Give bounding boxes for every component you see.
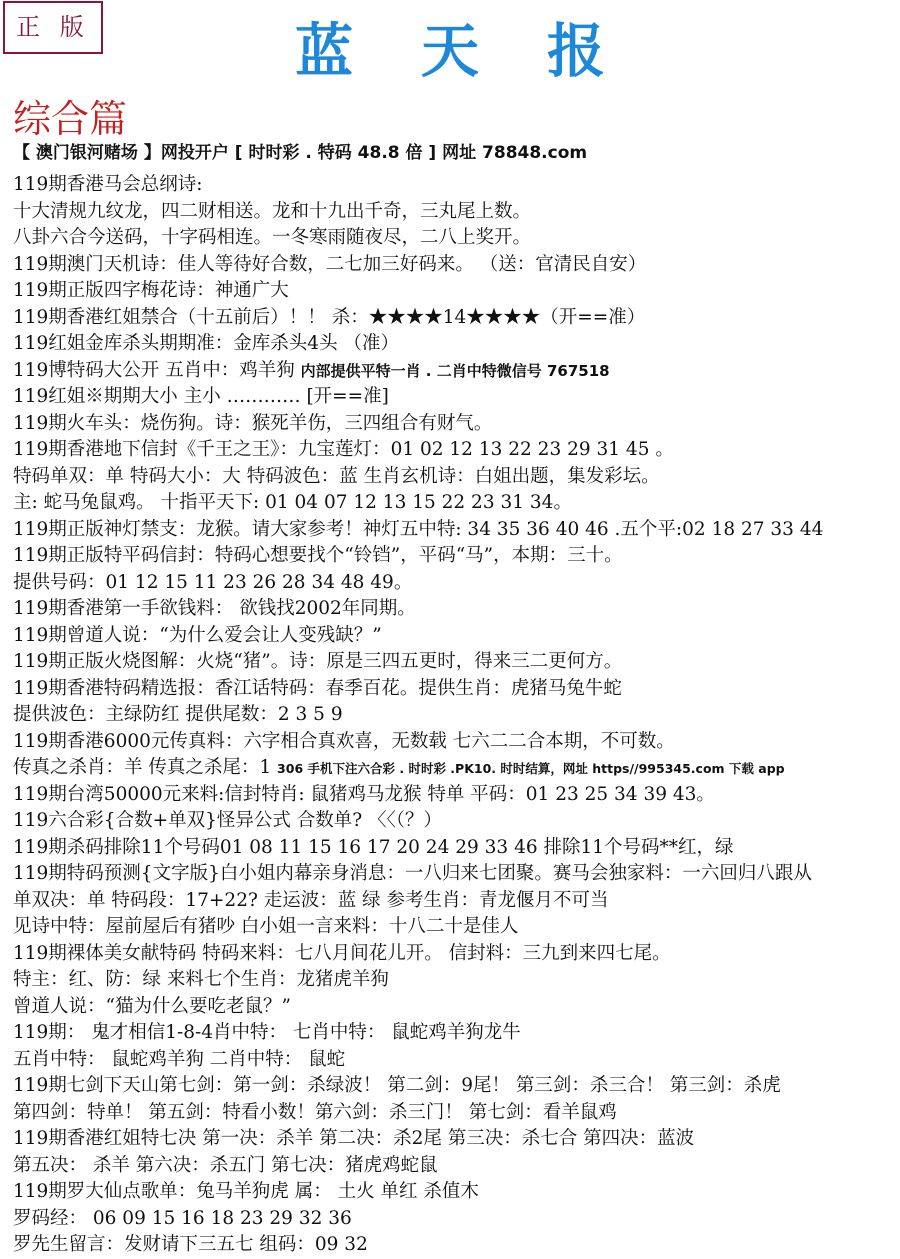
line-text: 119期： 鬼才相信1-8-4肖中特： 七肖中特： 鼠蛇鸡羊狗龙牛 xyxy=(13,1022,521,1043)
text-line xyxy=(13,1179,898,1206)
text-line xyxy=(13,411,898,438)
line-text: 传真之杀肖：羊 传真之杀尾：1 xyxy=(13,757,278,778)
text-line xyxy=(13,835,898,862)
line-text: 特主：红、防：绿 来料七个生肖：龙猪虎羊狗 xyxy=(13,969,389,990)
line-text: 119期香港6000元传真料：六字相合真欢喜，无数载 七六二二合本期，不可数。 xyxy=(13,730,675,752)
line-text: 第四剑：特单！ 第五剑：特看小数！第六剑：杀三门！ 第七剑：看羊鼠鸡 xyxy=(13,1101,617,1123)
line-text: 119期正版火烧图解：火烧“猪”。诗：原是三四五更时，得来三二更何方。 xyxy=(13,651,623,672)
text-line xyxy=(13,782,898,809)
line-text: 五肖中特： 鼠蛇鸡羊狗 二肖中特： 鼠蛇 xyxy=(13,1048,346,1070)
text-line xyxy=(13,967,898,994)
text-line xyxy=(13,1073,898,1100)
line-text: 单双决：单 特码段：17+22? 走运波：蓝 绿 参考生肖：青龙偃月不可当 xyxy=(13,889,609,911)
section-title: 综合篇 xyxy=(13,97,128,141)
ad-inline-note: 306 手机下注六合彩 . 时时彩 .PK10. 时时结算，网址 https//995345.com 下载 app xyxy=(277,761,785,776)
line-text: 提供号码：01 12 15 11 23 26 28 34 48 49。 xyxy=(13,571,413,593)
line-text: 八卦六合今送码，十字码相连。一冬寒雨随夜尽，二八上奖开。 xyxy=(13,227,532,248)
text-line xyxy=(13,702,898,729)
text-line xyxy=(13,994,898,1021)
text-line xyxy=(13,172,898,199)
text-line xyxy=(13,543,898,570)
text-line xyxy=(13,729,898,756)
line-text: 119期火车头：烧伤狗。诗：猴死羊伤，三四组合有财气。 xyxy=(13,412,493,434)
text-line xyxy=(13,225,898,252)
text-line xyxy=(13,1232,898,1259)
text-line xyxy=(13,305,898,332)
line-text: 罗先生留言：发财请下三五七 组码：09 32 xyxy=(13,1234,368,1255)
text-line xyxy=(13,199,898,226)
line-text: 119期杀码排除11个号码01 08 11 15 16 17 20 24 29 33 46 排除11个号码**红，绿 xyxy=(13,836,734,858)
line-text: 十大清规九纹龙，四二财相送。龙和十九出千奇，三丸尾上数。 xyxy=(13,200,532,222)
text-line xyxy=(13,358,898,385)
text-line xyxy=(13,1206,898,1233)
line-text: 119六合彩{合数+单双}怪异公式 合数单? 〈〈（？） xyxy=(13,810,443,831)
page-title: 蓝天报 xyxy=(294,17,673,85)
text-line xyxy=(13,570,898,597)
text-line xyxy=(13,914,898,941)
line-text: 119期香港地下信封《千王之王》：九宝莲灯：01 02 12 13 22 23 29 31 45 。 xyxy=(13,439,674,460)
line-text: 见诗中特：屋前屋后有猪吵 白小姐一言来料：十八二十是佳人 xyxy=(13,916,519,937)
text-line xyxy=(13,808,898,835)
text-line xyxy=(13,888,898,915)
line-text: 曾道人说：“猫为什么要吃老鼠？” xyxy=(13,995,291,1017)
text-line xyxy=(13,517,898,544)
line-text: 119期裸体美女献特码 特码来料：七八月间花儿开。 信封料：三九到来四七尾。 xyxy=(13,942,671,964)
line-text: 119期七剑下天山第七剑：第一剑：杀绿波！ 第二剑：9尾！ 第三剑：杀三合！ 第三剑：杀虎 xyxy=(13,1075,781,1096)
text-line xyxy=(13,252,898,279)
text-line xyxy=(13,676,898,703)
text-line xyxy=(13,755,898,782)
line-text: 罗码经： 06 09 15 16 18 23 29 32 36 xyxy=(13,1207,352,1229)
line-text: 119期正版四字梅花诗：神通广大 xyxy=(13,280,289,301)
text-line xyxy=(13,490,898,517)
line-text: 119期香港红姐禁合（十五前后）！！ 杀：★★★★14★★★★（开==准） xyxy=(13,306,646,328)
text-line xyxy=(13,1047,898,1074)
line-text: 119红姐※期期大小 主小 ………… [开==准] xyxy=(13,386,389,407)
line-text: 119期正版特平码信封：特码心想要找个“铃铛”，平码“马”，本期：三十。 xyxy=(13,545,623,566)
line-text: 119期特码预测{文字版}白小姐内幕亲身消息：一八归来七团聚。赛马会独家料：一六回归八跟从 xyxy=(13,863,812,884)
text-line xyxy=(13,331,898,358)
line-text: 119期香港特码精选报：香江话特码：春季百花。提供生肖：虎猪马兔牛蛇 xyxy=(13,677,622,699)
text-line xyxy=(13,861,898,888)
text-line xyxy=(13,941,898,968)
text-line xyxy=(13,596,898,623)
line-text: 119期罗大仙点歌单：兔马羊狗虎 属： 土火 单红 杀值木 xyxy=(13,1181,479,1202)
line-text: 119期正版神灯禁支：龙猴。请大家参考！神灯五中特: 34 35 36 40 46 .五个平:02 18 27 33 44 xyxy=(13,518,824,540)
line-text: 119红姐金库杀头期期准：金库杀头4头 （准） xyxy=(13,333,399,354)
text-line xyxy=(13,384,898,411)
text-line xyxy=(13,278,898,305)
line-text: 主: 蛇马兔鼠鸡。 十指平天下: 01 04 07 12 13 15 22 23 31 34。 xyxy=(13,492,572,513)
line-text: 提供波色：主绿防红 提供尾数：2 3 5 9 xyxy=(13,704,343,725)
line-text: 第五决： 杀羊 第六决：杀五门 第七决：猪虎鸡蛇鼠 xyxy=(13,1154,438,1176)
line-text: 119期台湾50000元来料:信封特肖: 鼠猪鸡马龙猴 特单 平码：01 23 25 34 39 43。 xyxy=(13,783,715,805)
line-text: 119期澳门天机诗：佳人等待好合数，二七加三好码来。 （送：官清民自安） xyxy=(13,253,647,275)
line-text: 119期香港马会总纲诗: xyxy=(13,174,203,195)
line-text: 119期曾道人说：“为什么爱会让人变残缺？” xyxy=(13,624,382,646)
text-line xyxy=(13,623,898,650)
text-line xyxy=(13,1153,898,1180)
content-lines xyxy=(13,172,898,1259)
text-line xyxy=(13,1126,898,1153)
text-line xyxy=(13,649,898,676)
line-text: 119博特码大公开 五肖中：鸡羊狗 xyxy=(13,359,301,381)
text-line xyxy=(13,437,898,464)
line-text: 特码单双：单 特码大小：大 特码波色：蓝 生肖玄机诗：白姐出题，集发彩坛。 xyxy=(13,465,660,487)
line-text: 119期香港红姐特七决 第一决：杀羊 第二决：杀2尾 第三决：杀七合 第四决：蓝波 xyxy=(13,1128,695,1149)
text-line xyxy=(13,464,898,491)
text-line xyxy=(13,1020,898,1047)
line-text: 119期香港第一手欲钱料： 欲钱找2002年同期。 xyxy=(13,598,416,619)
edition-badge: 正 版 xyxy=(3,1,103,54)
bold-note: 内部提供平特一肖 . 二肖中特微信号 767518 xyxy=(300,361,610,380)
text-line xyxy=(13,1100,898,1127)
ad-banner-line: 【 澳门银河赌场 】网投开户 [ 时时彩 . 特码 48.8 倍 ] 网址 78848.com xyxy=(13,143,588,163)
